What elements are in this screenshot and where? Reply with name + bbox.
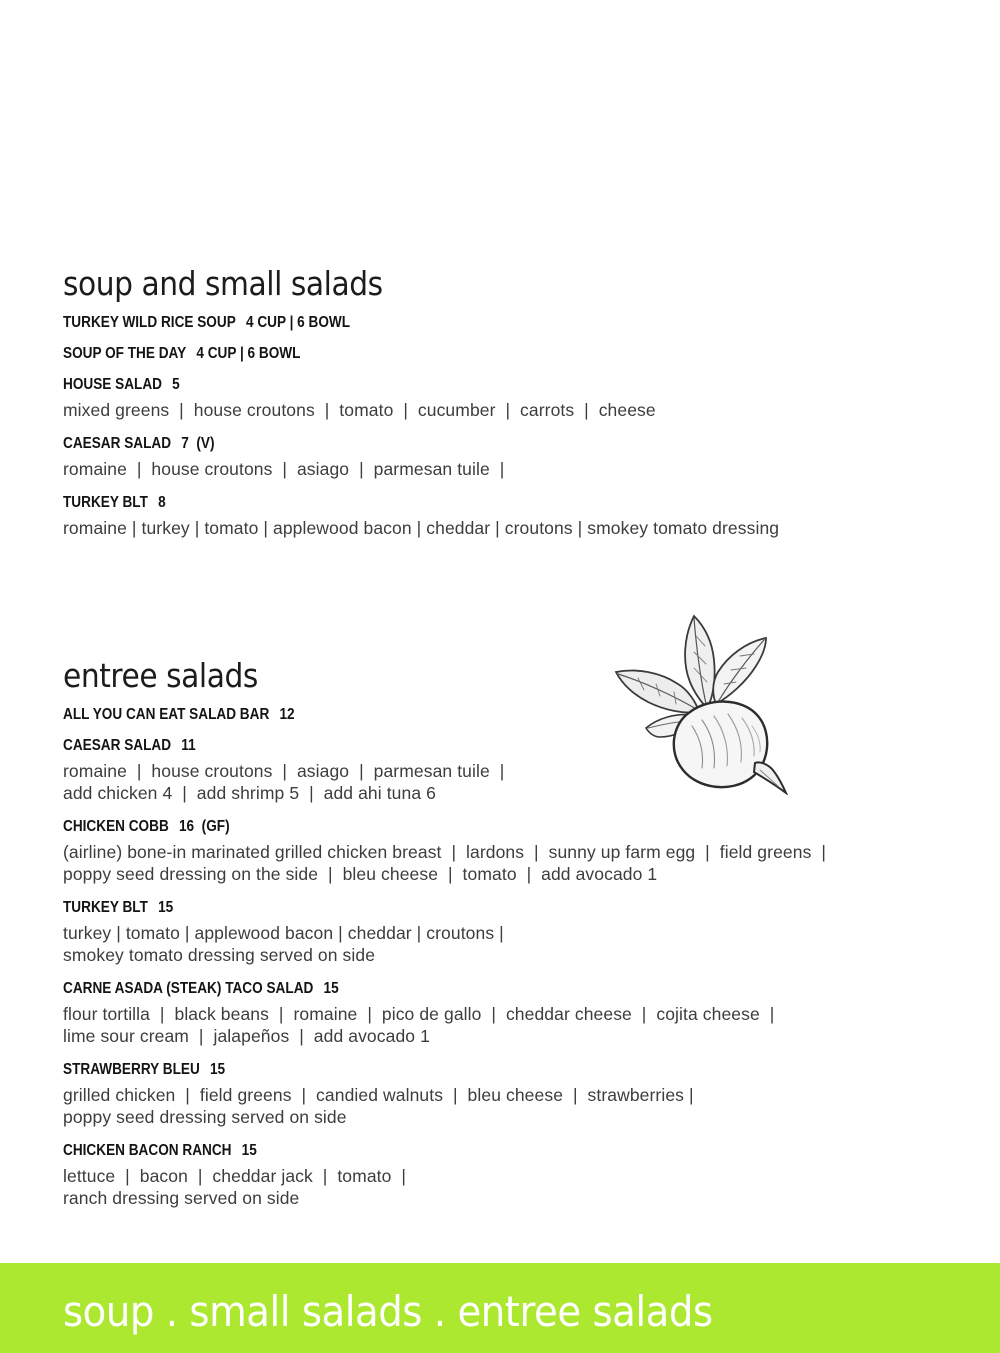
item-price: 16 (GF) bbox=[178, 818, 230, 835]
item-name: HOUSE SALAD bbox=[63, 376, 162, 393]
item-price: 4 CUP | 6 BOWL bbox=[196, 345, 301, 362]
item-price: 12 bbox=[279, 706, 295, 723]
item-head bbox=[63, 435, 968, 452]
item-price: 8 bbox=[158, 494, 166, 511]
menu-item-turkey-blt-small bbox=[63, 494, 968, 539]
item-name: STRAWBERRY BLEU bbox=[63, 1061, 200, 1078]
item-price: 11 bbox=[181, 737, 196, 754]
item-head bbox=[63, 706, 968, 723]
item-price: 15 bbox=[209, 1061, 226, 1078]
item-description-line: lettuce | bacon | cheddar jack | tomato | bbox=[63, 1166, 407, 1186]
item-name: CHICKEN BACON RANCH bbox=[63, 1142, 232, 1159]
item-name: ALL YOU CAN EAT SALAD BAR bbox=[63, 706, 270, 723]
footer-bar bbox=[0, 1263, 1000, 1353]
item-description-line: turkey | tomato | applewood bacon | cheddar | croutons | bbox=[63, 923, 504, 943]
section-entree-salads bbox=[63, 656, 968, 1223]
item-description-line: poppy seed dressing served on side bbox=[63, 1107, 347, 1127]
item-description-line: poppy seed dressing on the side | bleu cheese | tomato | add avocado 1 bbox=[63, 864, 658, 884]
item-description-line: add chicken 4 | add shrimp 5 | add ahi tuna 6 bbox=[63, 783, 436, 803]
item-head bbox=[63, 980, 968, 997]
item-description-line: romaine | house croutons | asiago | parmesan tuile | bbox=[63, 459, 505, 479]
menu-item-house-salad bbox=[63, 376, 968, 421]
item-description-line: ranch dressing served on side bbox=[63, 1188, 300, 1208]
item-head bbox=[63, 494, 968, 511]
item-price: 5 bbox=[172, 376, 180, 393]
item-head bbox=[63, 314, 968, 331]
item-name: SOUP OF THE DAY bbox=[63, 345, 187, 362]
item-head bbox=[63, 737, 968, 754]
item-price: 4 CUP | 6 BOWL bbox=[245, 314, 351, 331]
item-description-line: grilled chicken | field greens | candied walnuts | bleu cheese | strawberries | bbox=[63, 1085, 694, 1105]
section-title-text: soup and small salads bbox=[63, 264, 383, 303]
item-head bbox=[63, 899, 968, 916]
item-name: CHICKEN COBB bbox=[63, 818, 169, 835]
item-description-line: (airline) bone-in marinated grilled chicken breast | lardons | sunny up farm egg | field greens | bbox=[63, 842, 826, 862]
menu-item-caesar-salad-entree bbox=[63, 737, 968, 804]
item-price: 15 bbox=[158, 899, 174, 916]
footer-label: soup . small salads . entree salads bbox=[63, 1286, 713, 1336]
item-description-line: flour tortilla | black beans | romaine | pico de gallo | cheddar cheese | cojita cheese | bbox=[63, 1004, 775, 1024]
item-description-line: smokey tomato dressing served on side bbox=[63, 945, 376, 965]
item-name: CARNE ASADA (STEAK) TACO SALAD bbox=[63, 980, 314, 997]
section-soup-and-small-salads bbox=[63, 264, 968, 553]
menu-item-chicken-bacon-ranch bbox=[63, 1142, 968, 1209]
menu-item-caesar-salad-small bbox=[63, 435, 968, 480]
menu-item-chicken-cobb bbox=[63, 818, 968, 885]
menu-item-strawberry-bleu bbox=[63, 1061, 968, 1128]
item-price: 15 bbox=[241, 1142, 257, 1159]
menu-item-soup-of-the-day bbox=[63, 345, 968, 362]
item-head bbox=[63, 1061, 968, 1078]
item-description-line: romaine | house croutons | asiago | parmesan tuile | bbox=[63, 761, 505, 781]
item-head bbox=[63, 376, 968, 393]
item-name: TURKEY WILD RICE SOUP bbox=[63, 314, 236, 331]
item-name: CAESAR SALAD bbox=[63, 737, 172, 754]
section-title-text: entree salads bbox=[63, 656, 258, 695]
item-description-line: lime sour cream | jalapeños | add avocado 1 bbox=[63, 1026, 430, 1046]
item-name: TURKEY BLT bbox=[63, 899, 148, 916]
item-head bbox=[63, 345, 968, 362]
section-title bbox=[63, 264, 968, 304]
menu-item-carne-asada-taco-salad bbox=[63, 980, 968, 1047]
item-head bbox=[63, 818, 968, 835]
section-title bbox=[63, 656, 968, 696]
menu-item-turkey-blt-entree bbox=[63, 899, 968, 966]
menu-item-turkey-wild-rice-soup bbox=[63, 314, 968, 331]
menu-item-salad-bar bbox=[63, 706, 968, 723]
item-price: 15 bbox=[323, 980, 339, 997]
item-head bbox=[63, 1142, 968, 1159]
item-price: 7 (V) bbox=[181, 435, 215, 452]
item-name: CAESAR SALAD bbox=[63, 435, 172, 452]
item-name: TURKEY BLT bbox=[63, 494, 148, 511]
item-description-line: romaine | turkey | tomato | applewood bacon | cheddar | croutons | smokey tomato dressing bbox=[63, 518, 780, 538]
item-description-line: mixed greens | house croutons | tomato | cucumber | carrots | cheese bbox=[63, 400, 656, 420]
